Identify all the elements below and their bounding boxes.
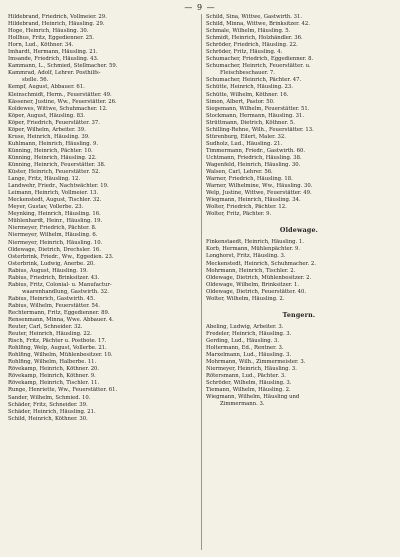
directory-entry: Oldewage, Dietrich, Mühlenbesitzer. 2. (206, 274, 312, 281)
directory-entry: Zimmermann. 3. (220, 401, 265, 408)
directory-entry: Kammann, L., Schmied, Stellmacher. 59. (8, 63, 118, 70)
directory-entry: Rabius, Heinrich, Gastwirth. 45. (8, 295, 96, 302)
directory-entry: Fleischbeschauer. 7. (220, 70, 275, 77)
directory-entry: Rensenmann, Minna, Wwe. Abbauer. 4. (8, 317, 114, 324)
directory-entry: Schröder, Fritz, Häusling. 4. (206, 49, 283, 56)
page-number: — 9 — (184, 3, 216, 12)
directory-entry: Oldewage, Dietrich, Feuerstätter. 40. (206, 288, 307, 295)
directory-entry: Schröder, Friedrich, Häusling. 22. (206, 42, 298, 49)
column-divider (201, 14, 202, 550)
directory-entry: Reuter, Carl, Schneider. 32. (8, 324, 83, 331)
directory-entry: Stockmann, Hermann, Häusling. 31. (206, 112, 305, 119)
directory-entry: Schild, Sina, Wittwe, Gastwirth. 31. (206, 14, 303, 20)
directory-entry: Wiegmann, Wilhelm, Häusling und (206, 394, 300, 401)
directory-entry: Wagenfeld, Heinrich, Häusling. 30. (206, 161, 301, 168)
directory-entry: Mohrmann, Heinrich, Tischler. 2. (206, 267, 296, 274)
directory-entry: Hildebrand, Heinrich, Häusling. 29. (8, 21, 105, 28)
right-column (206, 14, 392, 408)
section-heading: Tengern. (282, 311, 316, 319)
directory-entry: waarenhandlung, Gastwirth. 32. (22, 288, 109, 295)
directory-entry: Gerding, Lud., Häusling. 3. (206, 337, 280, 344)
directory-entry: Schild, Minna, Wittwe, Brinksitzer. 42. (206, 21, 310, 28)
directory-entry: Wiegmann, Heinrich, Häusling. 34. (206, 197, 301, 204)
directory-entry: Risch, Fritz, Pächter u. Postbote. 17. (8, 338, 107, 345)
directory-entry: Meckenstedt, August, Tischler. 32. (8, 197, 102, 204)
directory-entry: Kuhlmann, Heinrich, Häusling. 9. (8, 140, 99, 147)
directory-entry: Schumacher, Heinrich, Feuerstätter. u. (206, 63, 311, 70)
directory-entry: Osterbrink, Ludwig, Anerbe. 20. (8, 260, 95, 267)
directory-entry: Niermeyer, Heinrich, Häusling. 3. (206, 366, 297, 373)
directory-entry: Schumacher, Heinrich, Pächter. 47. (206, 77, 302, 84)
directory-entry: Köper, August, Häusling. 83. (8, 112, 85, 119)
directory-entry: Schäder, Heinrich, Häusling. 21. (8, 408, 96, 415)
directory-entry: Kempf, August, Abbauer. 61. (8, 84, 85, 91)
directory-entry: Niermeyer, Heinrich, Häusling. 10. (8, 239, 103, 246)
directory-entry: Rövekamp, Heinrich, Köthner. 20. (8, 366, 100, 373)
directory-entry: Leimann, Heinrich, Vollmeier. 13. (8, 190, 99, 197)
directory-entry: Rechtermann, Fritz, Eggedienner. 89. (8, 309, 110, 316)
directory-entry: Hollhus, Fritz, Eggedienner. 25. (8, 35, 94, 42)
directory-entry: Rövekamp, Heinrich, Köthner. 9. (8, 373, 96, 380)
directory-entry: Abeling, Ludwig, Arbeiter. 3. (206, 323, 284, 330)
directory-entry: Wolter, Wilhelm, Häusling. 2. (206, 295, 285, 302)
directory-entry: Rabius, Friedrich, Brinksitzer. 43. (8, 274, 100, 281)
directory-entry: Künning, Heinrich, Feuerstätter. 38. (8, 161, 106, 168)
directory-entry: Simon, Albert, Pastor. 50. (206, 98, 275, 105)
directory-entry: Niermeyer, Friedrich, Pächter. 8. (8, 225, 97, 232)
section-gap (206, 218, 392, 226)
directory-entry: Schilling-Rehne, Wilh., Feuerstätter. 13. (206, 126, 314, 133)
directory-entry: Schäder, Fritz, Schneider. 39. (8, 401, 88, 408)
directory-entry: Holtermann, Ed., Rentner. 3. (206, 344, 284, 351)
directory-entry: Küster, Heinrich, Feuerstätter. 52. (8, 169, 101, 176)
directory-entry: Meynking, Heinrich, Häusling. 16. (8, 211, 101, 218)
directory-entry: Wolter, Fritz, Pächter. 9. (206, 211, 272, 218)
directory-entry: Künning, Heinrich, Pächter. 10. (8, 147, 93, 154)
directory-entry: Rövekamp, Heinrich, Tischler. 11. (8, 380, 100, 387)
directory-entry: Hildebrand, Friedrich, Vollmeier. 29. (8, 14, 107, 20)
left-column (8, 14, 194, 423)
directory-entry: Köper, Friedrich, Feuerstätter. 37. (8, 119, 100, 126)
directory-entry: Sudholz, Lud., Häusling. 21. (206, 140, 283, 147)
directory-entry: Wolter, Friedrich, Pächter. 12. (206, 204, 287, 211)
directory-entry: Köper, Wilhelm, Arbeiter. 39. (8, 126, 86, 133)
directory-entry: Tiemann, Wilhelm, Häusling. 2. (206, 387, 291, 394)
directory-entry: Kässener, Justine, Ww., Feuerstätter. 26. (8, 98, 117, 105)
directory-entry: Koldewes, Wittwe, Schuhmacher. 12. (8, 105, 108, 112)
directory-entry: Sander, Wilhelm, Schmied. 10. (8, 394, 91, 401)
directory-entry: Hoge, Heinrich, Häusling. 30. (8, 28, 89, 35)
directory-entry: Longhorst, Fritz, Häusling. 3. (206, 253, 286, 260)
directory-entry: Reuter, Heinrich, Häusling. 22. (8, 331, 92, 338)
directory-entry: Rohlfing, Wilhelm, Mühlenbesitzer. 10. (8, 352, 113, 359)
directory-entry: Warner, Wilhelmine, Ww., Häusling. 30. (206, 183, 313, 190)
directory-entry: Fredeler, Heinrich, Häusling. 3. (206, 330, 292, 337)
directory-entry: Lange, Fritz, Häusling. 12. (8, 176, 81, 183)
directory-entry: Uchtmann, Friedrich, Häusling. 38. (206, 154, 302, 161)
directory-entry: Welp, Justine, Wittwe, Feuerstätter. 49. (206, 190, 312, 197)
directory-entry: Rohlfing, Wilhelm, Halberbe. 11. (8, 359, 97, 366)
directory-entry: Mühlenhardt, Heinr., Häusling. 19. (8, 218, 103, 225)
directory-entry: Warner, Friedrich, Häusling. 18. (206, 176, 293, 183)
directory-entry: Runge, Henriette, Ww., Feuerstätter. 61. (8, 387, 118, 394)
directory-entry: Rohlfing, Welp, August, Vollerbe. 21. (8, 345, 107, 352)
directory-entry: Finkenstaedt, Heinrich, Häusling. 1. (206, 239, 304, 246)
directory-entry: Marxelmann, Lud., Häusling. 3. (206, 351, 292, 358)
directory-entry: Niermeyer, Wilhelm, Häusling. 6. (8, 232, 98, 239)
directory-entry: Kammrad, Adolf, Lehrer. Posthilfs- (8, 70, 101, 77)
directory-entry: Schröder, Wilhelm, Häusling. 3. (206, 380, 292, 387)
directory-entry: Schmidt, Heinrich, Holzhändler. 36. (206, 35, 303, 42)
directory-entry: Meckenstedt, Heinrich, Schuhmacher. 2. (206, 260, 316, 267)
directory-entry: Künning, Heinrich, Häusling. 22. (8, 154, 97, 161)
directory-entry: Timmermann, Friedr., Gastwirth. 60. (206, 147, 306, 154)
directory-entry: Siegemann, Wilhelm, Feuerstätter. 51. (206, 105, 310, 112)
directory-entry: Mohrmann, Wilh., Zimmermeister. 3. (206, 359, 306, 366)
directory-entry: Schmale, Wilhelm, Häusling. 5. (206, 28, 291, 35)
directory-entry: Oldewage, Wilhelm, Brinksitzer. 1. (206, 281, 300, 288)
directory-entry: stelle. 56. (22, 77, 49, 84)
directory-entry: Horn, Lud., Köthner. 34. (8, 42, 74, 49)
directory-entry: Walsen, Carl, Lehrer. 56. (206, 169, 273, 176)
directory-entry: Stürenburg, Eilert, Maler. 32. (206, 133, 286, 140)
directory-entry: Rabius, Wilhelm, Feuerstätter. 54. (8, 302, 100, 309)
directory-entry: Schütte, Wilhelm, Köthner. 16. (206, 91, 289, 98)
directory-entry: Kleinschmidt, Herm., Feuerstätter. 49. (8, 91, 112, 98)
directory-entry: Schild, Heinrich, Köthner. 30. (8, 415, 88, 422)
section-gap (206, 303, 392, 311)
directory-entry: Kruse, Heinrich, Häusling. 39. (8, 133, 90, 140)
directory-entry: Meyer, Gustav, Vollerbe. 23. (8, 204, 84, 211)
directory-entry: Osterbrink, Friedr., Ww., Eggedien. 23. (8, 253, 114, 260)
directory-entry: Korb, Hermann, Mühlenpächter. 9. (206, 246, 300, 253)
directory-entry: Schütte, Heinrich, Häusling. 23. (206, 84, 293, 91)
directory-entry: Imhardt, Hermann, Häusling. 21. (8, 49, 98, 56)
directory-entry: Landwehr, Friedr., Nachtwächter. 19. (8, 183, 109, 190)
directory-entry: Schumacher, Friedrich, Eggedienner. 8. (206, 56, 314, 63)
directory-entry: Oldewage, Dietrich, Drechsler. 16. (8, 246, 101, 253)
directory-entry: Rötersmann, Lud., Pächter. 3. (206, 373, 286, 380)
directory-entry: Rabius, August, Häusling. 19. (8, 267, 88, 274)
directory-entry: Rabius, Fritz, Colonial- u. Manufactur- (8, 281, 112, 288)
directory-entry: Imsande, Friedrich, Häusling. 43. (8, 56, 99, 63)
section-heading: Oldewage. (279, 227, 319, 235)
directory-entry: Strüttmann, Dietrich, Köthner. 5. (206, 119, 295, 126)
